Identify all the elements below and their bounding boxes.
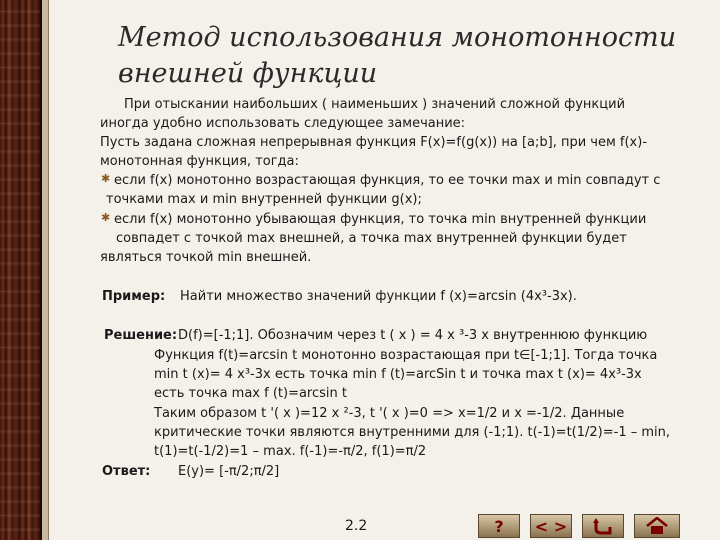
star-bullet-icon: ✱	[101, 211, 111, 224]
return-icon	[592, 517, 614, 535]
decorative-side-strip	[0, 0, 42, 540]
example-text: Найти множество значений функции f (x)=arcsin (4x³-3x).	[180, 289, 577, 304]
solution-line-6: критические точки являются внутренними для (-1;1). t(-1)=t(1/2)=-1 – min,	[154, 425, 671, 440]
solution-line-5: Таким образом t '( x )=12 x ²-3, t '( x )=0 => x=1/2 и x =-1/2. Данные	[154, 406, 625, 421]
help-button[interactable]	[478, 514, 520, 538]
slide-number: 2.2	[345, 518, 368, 534]
prev-next-icon: < >	[534, 516, 568, 536]
intro-line-1: При отыскании наибольших ( наименьших ) значений сложной функций	[124, 97, 626, 112]
intro-line-2: иногда удобно использовать следующее замечание:	[100, 116, 466, 131]
home-button[interactable]	[634, 514, 680, 538]
home-icon	[645, 517, 669, 535]
solution-line-7: t(1)=t(-1/2)=1 – max. f(-1)=-π/2, f(1)=π/2	[154, 444, 427, 459]
title-line-1: Метод использования монотонности	[118, 22, 677, 53]
intro-line-3: Пусть задана сложная непрерывная функция F(x)=f(g(x)) на [a;b], при чем f(x)-	[100, 135, 648, 150]
prev-next-button[interactable]	[530, 514, 572, 538]
slide-title	[118, 20, 678, 92]
bullet-2-line-2: совпадет с точкой max внешней, а точка max внутренней функции будет	[116, 231, 627, 246]
return-button[interactable]	[582, 514, 624, 538]
help-icon: ?	[494, 516, 504, 536]
solution-label: Решение:	[104, 328, 178, 343]
example-label: Пример:	[102, 289, 166, 304]
bullet-2-line-1: если f(x) монотонно убывающая функция, то точка min внутренней функции	[114, 212, 647, 227]
bullet-1-line-1: если f(x) монотонно возрастающая функция, то ее точки max и min совпадут с	[114, 173, 661, 188]
intro-line-4: монотонная функция, тогда:	[100, 154, 299, 169]
answer-label: Ответ:	[102, 464, 151, 479]
solution-line-4: есть точка max f (t)=arcsin t	[154, 386, 347, 401]
bullet-2-line-3: являться точкой min внешней.	[100, 250, 312, 265]
bullet-1-line-2: точками max и min внутренней функции g(x);	[106, 192, 422, 207]
star-bullet-icon: ✱	[101, 172, 111, 185]
solution-line-3: min t (x)= 4 x³-3x есть точка min f (t)=arcSin t и точка max t (x)= 4x³-3x	[154, 367, 642, 382]
answer-text: E(y)= [-π/2;π/2]	[178, 464, 280, 479]
side-strip-border	[42, 0, 49, 540]
solution-line-1: D(f)=[-1;1]. Обозначим через t ( x ) = 4 x ³-3 x внутреннюю функцию	[178, 328, 648, 343]
title-line-2: внешней функции	[118, 58, 378, 89]
solution-line-2: Функция f(t)=arcsin t монотонно возрастающая при t∈[-1;1]. Тогда точка	[154, 348, 658, 363]
